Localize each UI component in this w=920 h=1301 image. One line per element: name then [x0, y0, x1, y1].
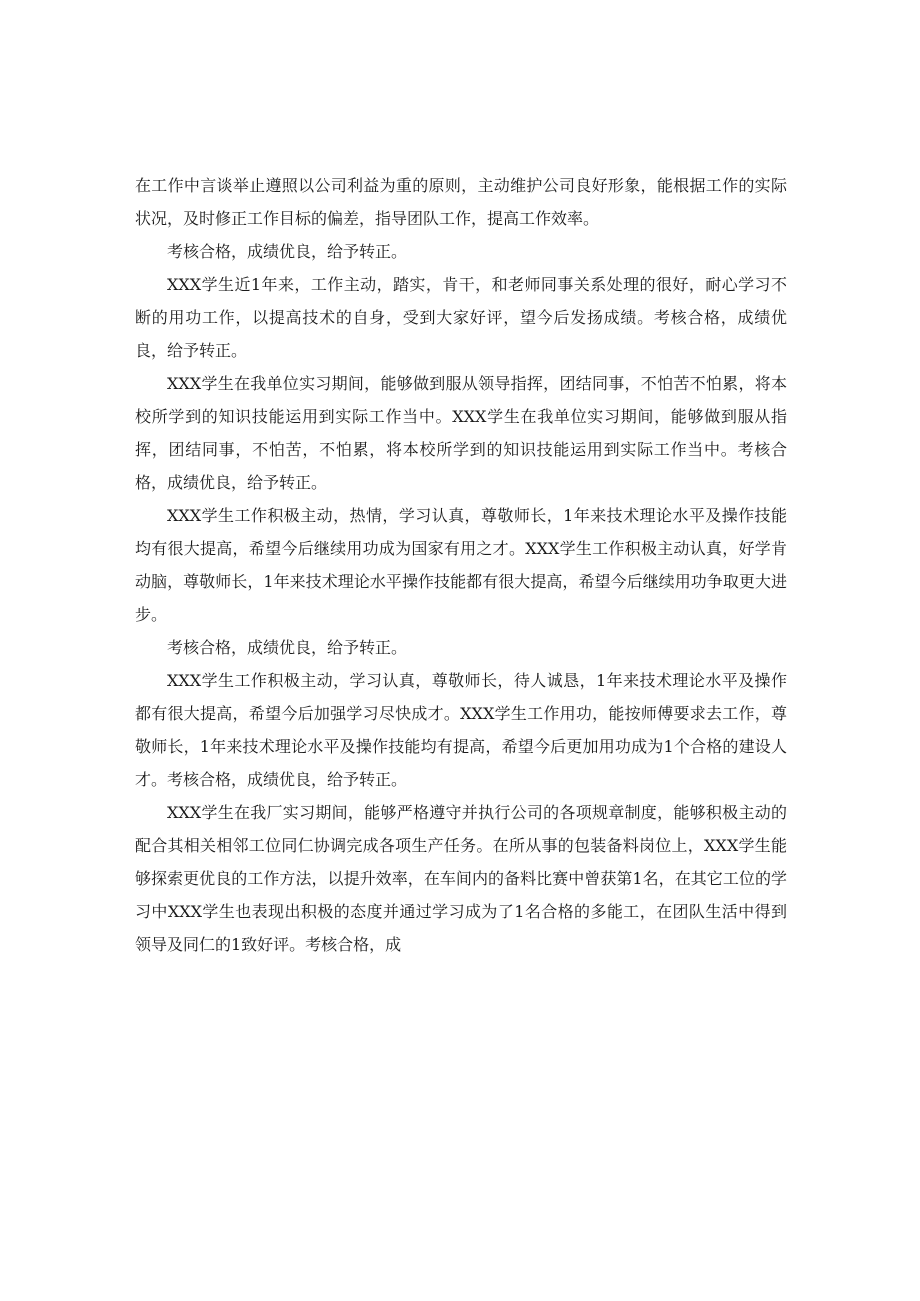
- paragraph-3: XXX学生近1年来，工作主动，踏实，肯干，和老师同事关系处理的很好，耐心学习不断的用功工作，以提高技术的自身，受到大家好评，望今后发扬成绩。考核合格，成绩优良，给予转正。: [135, 275, 787, 360]
- paragraph-6: 考核合格，成绩优良，给予转正。: [167, 638, 408, 657]
- paragraph-8: XXX学生在我厂实习期间，能够严格遵守并执行公司的各项规章制度，能够积极主动的配合其相关相邻工位同仁协调完成各项生产任务。在所从事的包装备料岗位上，XXX学生能够探索更优良的工作方法，以提升效率，在车间内的备料比赛中曾获第1名，在其它工位的学习中XXX学生也表现出积极的态度并通过学习成为了1名合格的多能工，在团队生活中得到领导及同仁的1致好评。考核合格，成: [135, 803, 787, 954]
- paragraph-4: XXX学生在我单位实习期间，能够做到服从领导指挥，团结同事，不怕苦不怕累，将本校所学到的知识技能运用到实际工作当中。XXX学生在我单位实习期间，能够做到服从指挥，团结同事，不怕苦，不怕累，将本校所学到的知识技能运用到实际工作当中。考核合格，成绩优良，给予转正。: [135, 374, 787, 492]
- paragraph-5: XXX学生工作积极主动，热情，学习认真，尊敬师长，1年来技术理论水平及操作技能均有很大提高，希望今后继续用功成为国家有用之才。XXX学生工作积极主动认真，好学肯动脑，尊敬师长，1年来技术理论水平操作技能都有很大提高，希望今后继续用功争取更大进步。: [135, 506, 787, 624]
- document-body: [135, 169, 787, 961]
- paragraph-2: 考核合格，成绩优良，给予转正。: [167, 242, 408, 261]
- paragraph-1: 在工作中言谈举止遵照以公司利益为重的原则，主动维护公司良好形象，能根据工作的实际状况，及时修正工作目标的偏差，指导团队工作，提高工作效率。: [135, 176, 787, 228]
- paragraph-7: XXX学生工作积极主动，学习认真，尊敬师长，待人诚恳，1年来技术理论水平及操作都有很大提高，希望今后加强学习尽快成才。XXX学生工作用功，能按师傅要求去工作，尊敬师长，1年来技术理论水平及操作技能均有提高，希望今后更加用功成为1个合格的建设人才。考核合格，成绩优良，给予转正。: [135, 671, 787, 789]
